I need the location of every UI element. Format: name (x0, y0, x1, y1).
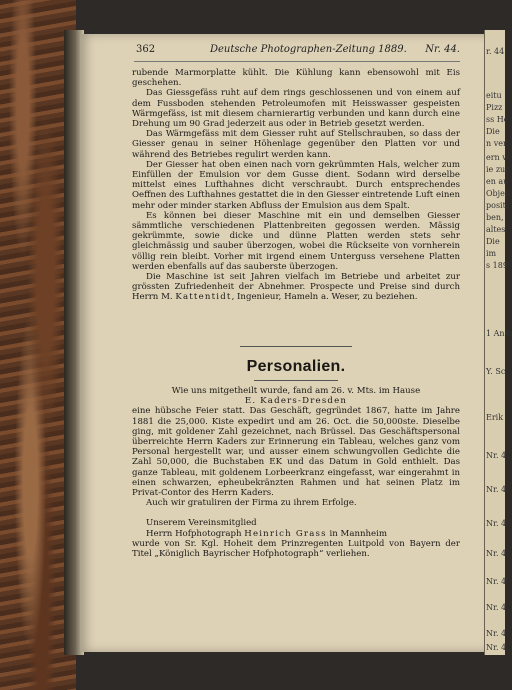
paragraph: Herrn Hofphotograph Heinrich Grass in Mannheim (146, 528, 388, 539)
facing-page-fragment: Nr. 4 (486, 629, 507, 638)
facing-page-fragment: en au (486, 177, 509, 186)
facing-page-edge (484, 30, 512, 655)
facing-page-fragment: ern w (486, 153, 510, 162)
person-name: Kattentidt (175, 292, 232, 303)
paragraph: Das Wärmgefäss mit dem Giesser ruht auf Stellschrauben, so dass der Giesser genau in seiner Höhenlage gegenüber den Platten vor und während des Betriebes regulirt werden kann. (132, 129, 460, 160)
paragraph: Wie uns mitgetheilt wurde, fand am 26. v. Mts. im Hause (171, 386, 421, 396)
facing-page-fragment: s 189 (486, 261, 508, 270)
facing-page-fragment: im (486, 249, 497, 258)
issue-number: Nr. 44. (425, 44, 460, 55)
facing-page-fragment: r. 44 (486, 47, 505, 56)
article-continuation (132, 68, 460, 303)
paragraph: wurde von Sr. Kgl. Hoheit dem Prinzregenten Luitpold von Bayern der Titel „Königlich Bayrischer Hofphotograph“ verliehen. (132, 538, 460, 560)
page-number: 362 (136, 44, 156, 55)
firm-name: E. Kaders-Dresden (244, 396, 348, 407)
facing-page-fragment: n ver (486, 139, 507, 148)
facing-page-fragment: Erik (486, 413, 504, 422)
facing-page-fragment: altes (486, 225, 506, 234)
paragraph: Unserem Vereinsmitglied (146, 518, 257, 529)
facing-page-fragment: ie zur (486, 165, 510, 174)
section-divider (254, 380, 338, 381)
facing-page-fragment: Nr. 4 (486, 643, 507, 652)
header-rule (134, 61, 460, 62)
facing-page-fragment: ben, (486, 213, 504, 222)
facing-page-fragment: Nr. 4 (486, 519, 507, 528)
paragraph: rubende Marmorplatte kühlt. Die Kühlung kann ebensowohl mit Eis geschehen. (132, 68, 460, 89)
journal-title: Deutsche Photographen-Zeitung 1889. (210, 44, 407, 55)
facing-page-fragment: Nr. 4 (486, 451, 507, 460)
personalien-section (132, 386, 460, 559)
facing-page-fragment: Nr. 4 (486, 549, 507, 558)
facing-page-fragment: Nr. 4 (486, 603, 507, 612)
paragraph: Die Maschine ist seit Jahren vielfach im Betriebe und arbeitet zur grössten Zufriedenheit der Abnehmer. Prospecte und Preise sind durch Herrn M. Kattentidt, Ingenieur, Hameln a. Weser, zu beziehen. (132, 272, 460, 303)
facing-page-fragment: Y. Sc (486, 367, 506, 376)
person-name: Heinrich Grass (244, 528, 327, 539)
facing-page-fragment: Die (486, 237, 500, 246)
facing-page-fragment: Objek (486, 189, 510, 198)
paragraph: Der Giesser hat oben einen nach vorn gekrümmten Hals, welcher zum Einfüllen der Emulsion vor dem Gusse dient. Sodann wird derselbe mittelst eines Lufthahnes dicht verschraubt. Durch entsprechendes Oeffnen des Lufthahnes gestattet die in den Giesser eintretende Luft einen mehr oder minder starken Abfluss der Emulsion aus dem Spalt. (132, 159, 460, 211)
facing-page-fragment: Nr. 4 (486, 485, 507, 494)
paragraph: eine hübsche Feier statt. Das Geschäft, gegründet 1867, hatte im Jahre 1881 die 25,000. Kiste expedirt und am 26. Oct. die 50,000ste. Dieselbe ging, mit goldener Zahl gezeichnet, nach Brüssel. Das Geschäftspersonal überreichte Herrn Kaders zur Erinnerung ein Tableau, welches ganz vom Personal hergestellt war, und ausser einem schwungvollen Gedichte die Zahl 50,000, die Buchstaben EK und das Datum in Gold enthielt. Das ganze Tableau, mit goldenem Lorbeerkranz eingefasst, war eingerahmt in einen schwarzen, epheubekränzten Rahmen und hat seinen Platz im Privat-Contor des Herrn Kaders. (132, 406, 460, 499)
paragraph: Auch wir gratuliren der Firma zu ihrem Erfolge. (146, 498, 357, 509)
facing-page-fragment: Nr. 4 (486, 577, 507, 586)
paragraph: Das Giessgefäss ruht auf dem rings geschlossenen und von einem auf dem Fussboden stehenden Petroleumofen mit Heisswasser gespeisten Wärmgefäss, ist mit diesem charnierartig verbunden und kann durch eine Drehung um 90 Grad jederzeit aus oder in Betrieb gesetzt werden. (132, 88, 460, 130)
facing-page-fragment: Pizz (486, 103, 503, 112)
facing-page-fragment: eitu (486, 91, 502, 100)
facing-page-fragment: positi (486, 201, 509, 210)
paragraph: Es können bei dieser Maschine mit ein und demselben Giesser sämmtliche verschiedenen Plattenbreiten gegossen werden. Mässig gekrümmte, sowie dicke und dünne Platten werden stets sehr gleichmässig und sauber überzogen, wobei die Rückseite von vornherein völlig rein bleibt. Vorher mit irgend einem Unterguss versehene Platten werden ebenfalls auf das sauberste überzogen. (132, 210, 460, 272)
section-title: Personalien. (246, 358, 346, 375)
running-header (136, 44, 460, 58)
facing-page-fragment: Die (486, 127, 500, 136)
facing-page-fragment: ss He (486, 115, 509, 124)
facing-page-fragment: 1 Anm (486, 329, 512, 338)
section-divider (240, 346, 352, 347)
